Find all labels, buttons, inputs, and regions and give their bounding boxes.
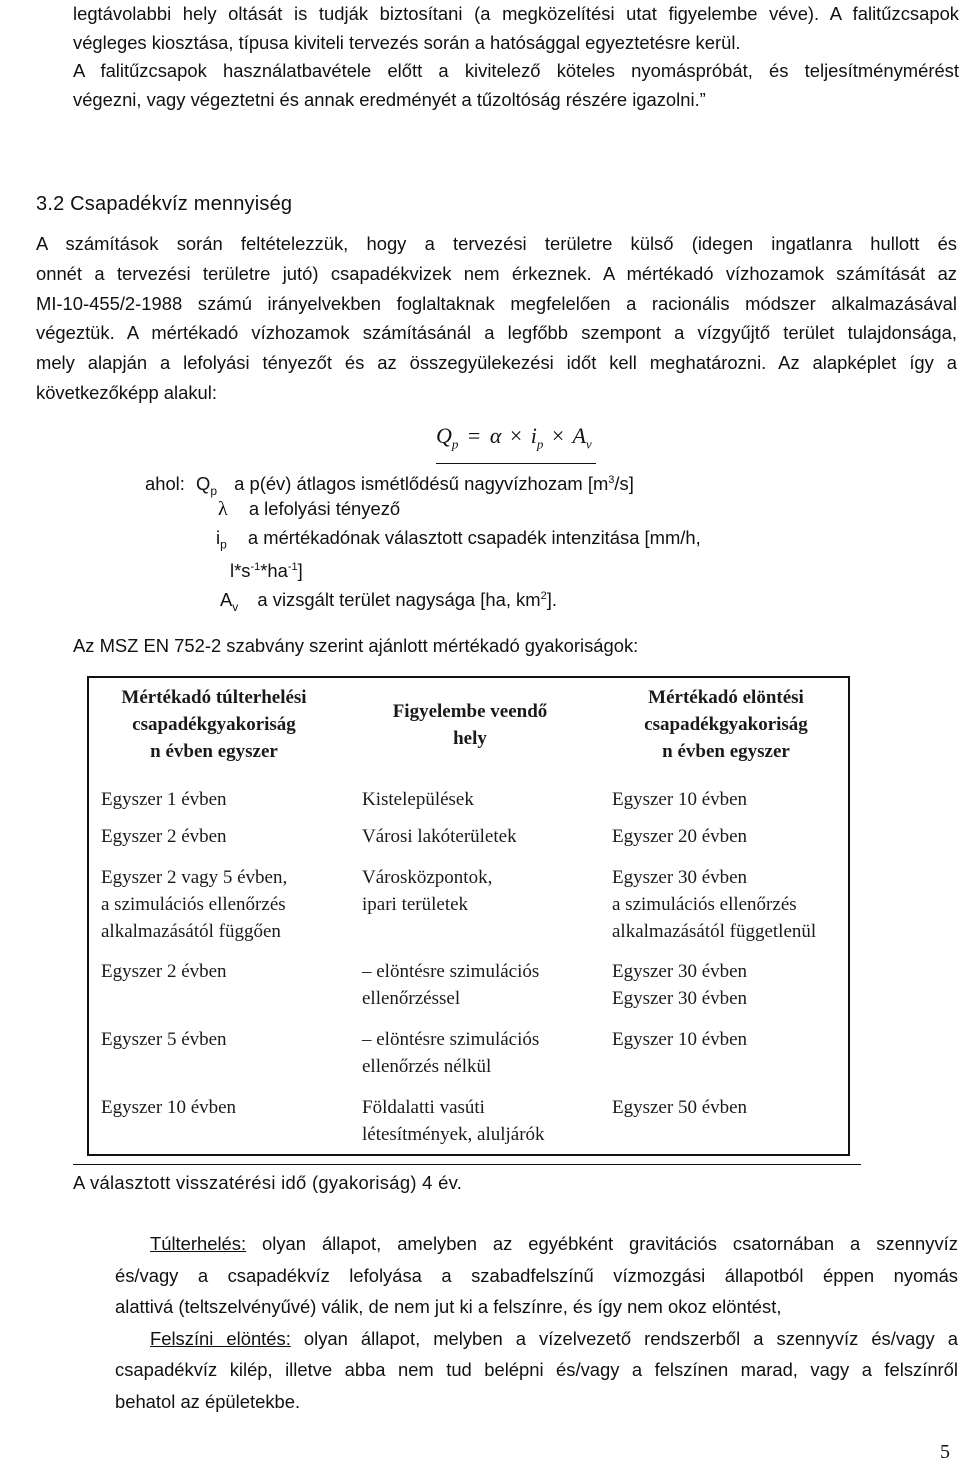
intro-line: legtávolabbi hely oltását is tudják biztosítani (a megközelítési utat figyelembe véve). A falitűzcsapok [73,3,959,24]
qp-symbol: Q [196,473,211,495]
qp-sub: p [210,483,218,498]
cell-line: Egyszer 30 évben [612,867,748,888]
formula-alpha: α [489,423,502,448]
header-line: n évben egyszer [662,741,790,762]
flood-line: behatol az épületekbe. [115,1390,301,1412]
table-header [601,684,851,765]
rational-method-formula [436,423,596,464]
page-number: 5 [940,1441,950,1463]
method-line: mely alapján a lefolyási tényezőt és az összegyülekezési időt kell meghatározni. Az alapképlet így a [36,352,957,374]
cell-line: Egyszer 30 évben [612,988,748,1009]
table-cell: Egyszer 2 évben [101,826,227,847]
ip-unit-b: *ha [260,560,288,582]
table-header [339,698,601,752]
av-sub: v [232,599,239,614]
av-text: a vizsgált terület nagysága [ha, km [257,589,541,611]
table-cell [612,864,844,945]
flood-term: Felszíni elöntés: [150,1327,291,1349]
header-line: Mértékadó túlterhelési [121,687,307,708]
cell-line: alkalmazásától függetlenül [612,921,817,942]
formula-times: × [551,423,565,448]
header-line: n évben egyszer [150,741,278,762]
formula-q: Q [436,423,452,448]
av-end: ]. [546,589,557,611]
lambda-text: a lefolyási tényező [248,498,401,519]
qp-text: a p(év) átlagos ismétlődésű nagyvízhozam [m [234,473,609,495]
section-heading: 3.2 Csapadékvíz mennyiség [36,193,293,215]
table-cell: Városi lakóterületek [362,826,517,847]
header-line: csapadékgyakoriság [644,714,808,735]
divider-line [73,1164,861,1165]
cell-line: – elöntésre szimulációs [362,961,540,982]
ip-text: a mértékadónak választott csapadék intenzitása [mm/h, [247,527,701,548]
method-line: következőképp alakul: [36,381,217,403]
method-paragraph [36,229,957,408]
lambda-symbol: λ [218,498,228,520]
overload-line: és/vagy a csapadékvíz lefolyása a szabadfelszínű vízmozgási állapotból éppen nyomás [115,1264,958,1286]
cell-line: a szimulációs ellenőrzés [612,894,797,915]
table-cell: Egyszer 50 évben [612,1097,748,1118]
formula-q-sub: p [451,436,459,452]
av-sup: 2 [540,590,547,602]
cell-line: Földalatti vasúti [362,1097,485,1118]
table-cell: Kistelepülések [362,789,474,810]
overload-line: olyan állapot, amelyben az egyébként gravitációs csatornában a szennyvíz [262,1233,958,1254]
method-line: onnét a tervezési területre jutó) csapadékvizek nem érkeznek. A mértékadó vízhozamok számítását az [36,262,957,284]
formula-equals: = [467,423,481,448]
cell-line: Egyszer 30 évben [612,961,748,982]
definition-av [220,582,557,621]
table-cell: Egyszer 10 évben [612,789,748,810]
definition-lambda [218,495,400,523]
overload-term: Túlterhelés: [150,1233,247,1254]
table-cell [101,864,331,945]
formula-a: A [572,423,586,448]
cell-line: – elöntésre szimulációs [362,1029,540,1050]
flood-line: olyan állapot, melyben a vízelvezető rendszerből a szennyvíz és/vagy a [303,1327,958,1349]
table-cell [362,864,594,918]
definitions-paragraph [115,1228,958,1417]
cell-line: Egyszer 2 vagy 5 évben, [101,867,288,888]
flood-line: csapadékvíz kilép, illetve abba nem tud belépni és/vagy a felszínen marad, vagy a felszínről [115,1359,958,1380]
definition-lead: ahol: [145,473,185,495]
qp-sup: 3 [608,474,615,486]
table-cell [612,958,844,1012]
intro-line: A falitűzcsapok használatbavétele előtt a kivitelező köteles nyomáspróbát, és teljesítménymérést [73,60,959,82]
frequency-table [87,676,850,1156]
table-cell: Egyszer 20 évben [612,826,748,847]
intro-paragraph [73,0,959,114]
cell-line: a szimulációs ellenőrzés [101,894,286,915]
header-line: Mértékadó elöntési [648,687,804,708]
header-line: hely [453,728,487,749]
table-cell [362,1094,594,1148]
ip-unit-c: ] [297,560,303,582]
definition-ip-cont [230,553,303,585]
cell-line: ipari területek [362,894,469,915]
formula-a-sub: v [585,436,592,452]
chosen-return-period: A választott visszatérési idő (gyakoriság) 4 év. [73,1172,463,1193]
table-intro: Az MSZ EN 752-2 szabvány szerint ajánlott mértékadó gyakoriságok: [73,635,639,656]
cell-line: alkalmazásától függően [101,921,281,942]
qp-end: /s] [614,473,634,495]
cell-line: ellenőrzés nélkül [362,1056,492,1077]
table-cell: Egyszer 10 évben [101,1097,237,1118]
intro-line: végleges kiosztása, típusa kiviteli tervezés során a hatósággal egyeztetésre kerül. [73,31,741,53]
ip-sub: p [220,537,227,552]
formula-i-sub: p [536,436,544,452]
ip-unit-a: l*s [230,560,251,582]
table-cell: Egyszer 2 évben [101,961,227,982]
ip-unit-sup1: -1 [250,561,261,573]
ip-symbol: i [216,527,221,548]
cell-line: Városközpontok, [362,867,493,888]
formula-times: × [509,423,523,448]
table-header [89,684,339,765]
cell-line: létesítmények, aluljárók [362,1124,545,1145]
ip-unit-sup2: -1 [287,561,298,573]
method-line: MI-10-455/2-1988 számú irányelvekben foglaltaknak megfelelően a racionális módszer alkalmazásával [36,292,957,314]
method-line: A számítások során feltételezzük, hogy a tervezési területre külső (idegen ingatlanra hullott és [36,233,957,254]
av-symbol: A [220,589,233,611]
table-cell [362,958,594,1012]
method-line: végeztük. A mértékadó vízhozamok számításánál a legfőbb szempont a vízgyűjtő terület tulajdonsága, [36,322,957,344]
overload-line: alattivá (teltszelvényűvé) válik, de nem jut ki a felszínre, és így nem okoz elöntést, [115,1296,782,1317]
header-line: csapadékgyakoriság [132,714,296,735]
table-cell [362,1026,594,1080]
table-cell: Egyszer 5 évben [101,1029,227,1050]
intro-line: végezni, vagy végeztetni és annak eredményét a tűzoltóság részére igazolni.” [73,88,706,110]
cell-line: ellenőrzéssel [362,988,461,1009]
table-cell: Egyszer 10 évben [612,1029,748,1050]
formula-i: i [530,423,537,448]
header-line: Figyelembe veendő [392,701,548,722]
table-cell: Egyszer 1 évben [101,789,227,810]
